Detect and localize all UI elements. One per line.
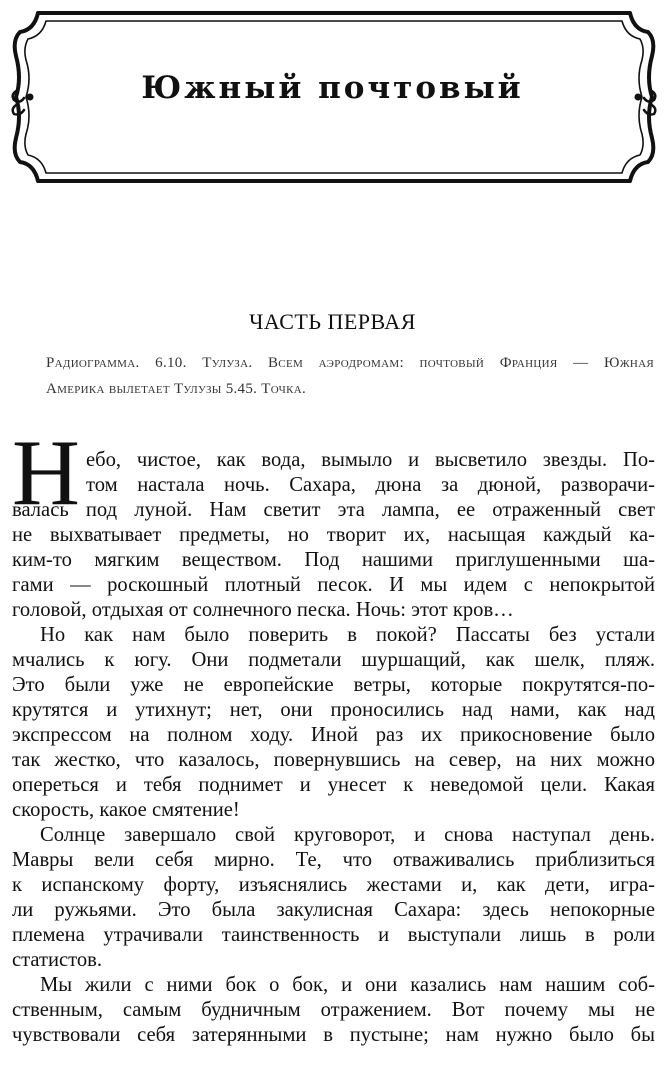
text-line: чувствовали себя затерянными в пустыне; нам нужно было бы	[12, 1024, 655, 1046]
text-line: мчались к югу. Они подметали шуршащий, как шелк, пляж.	[12, 649, 655, 671]
chapter-title: Южный почтовый	[141, 70, 524, 106]
text-line: статистов.	[12, 949, 103, 971]
part-title: ЧАСТЬ ПЕРВАЯ	[249, 309, 416, 334]
radiogram-line: Америка вылетает Тулузы 5.45. Точка.	[46, 381, 307, 397]
text-line: ственным, самым будничным отражением. Вот почему мы не	[12, 999, 655, 1021]
text-line: Это были уже не европейские ветры, которые покрутятся-по-	[12, 674, 655, 696]
text-line: ли ружьями. Это была закулисная Сахара: здесь непокорные	[12, 899, 655, 921]
text-line: Мавры вели себя мирно. Те, что отваживались приблизиться	[12, 849, 655, 871]
text-line: племена утрачивали таинственность и выступали лишь в роли	[12, 924, 655, 946]
text-line: не выхватывает предметы, но творит их, насыщая каждый ка-	[12, 524, 655, 546]
text-line: к испанскому форту, изъяснялись жестами и, как дети, игра-	[12, 874, 655, 896]
text-line: скорость, какое смятение!	[12, 799, 240, 821]
radiogram-epigraph	[46, 350, 654, 402]
text-line: ебо, чистое, как вода, вымыло и высветило звезды. По-	[86, 449, 655, 471]
text-line: гами — роскошный плотный песок. И мы идем с непокрытой	[12, 574, 655, 596]
text-line: головой, отдыхая от солнечного песка. Ночь: этот кров…	[12, 599, 514, 621]
drop-cap: Н	[12, 421, 80, 525]
text-line: Мы жили с ними бок о бок, и они казались нам нашим соб-	[40, 974, 655, 996]
text-line: Но как нам было поверить в покой? Пассаты без устали	[40, 624, 655, 646]
text-line: Солнце завершало свой круговорот, и снова наступал день.	[40, 824, 655, 846]
text-line: том настала ночь. Сахара, дюна за дюной, разворачи-	[86, 474, 655, 496]
radiogram-line: Радиограмма. 6.10. Тулуза. Всем аэродромам: почтовый Франция — Южная	[46, 355, 654, 371]
text-line: так жестко, что казалось, повернувшись на север, на них можно	[12, 749, 655, 771]
text-line: экспрессом на полном ходу. Иной раз их прикосновение было	[12, 724, 655, 746]
text-line: ким-то мягким веществом. Под нашими приглушенными ша-	[12, 549, 655, 571]
body-text	[12, 448, 655, 1048]
text-line: опереться и тебя поднимет и унесет к неведомой цели. Какая	[12, 774, 655, 796]
text-line: крутятся и утихнут; нет, они проносились над нами, как над	[12, 699, 655, 721]
text-line: валась под луной. Нам светит эта лампа, ее отраженный свет	[12, 499, 655, 521]
